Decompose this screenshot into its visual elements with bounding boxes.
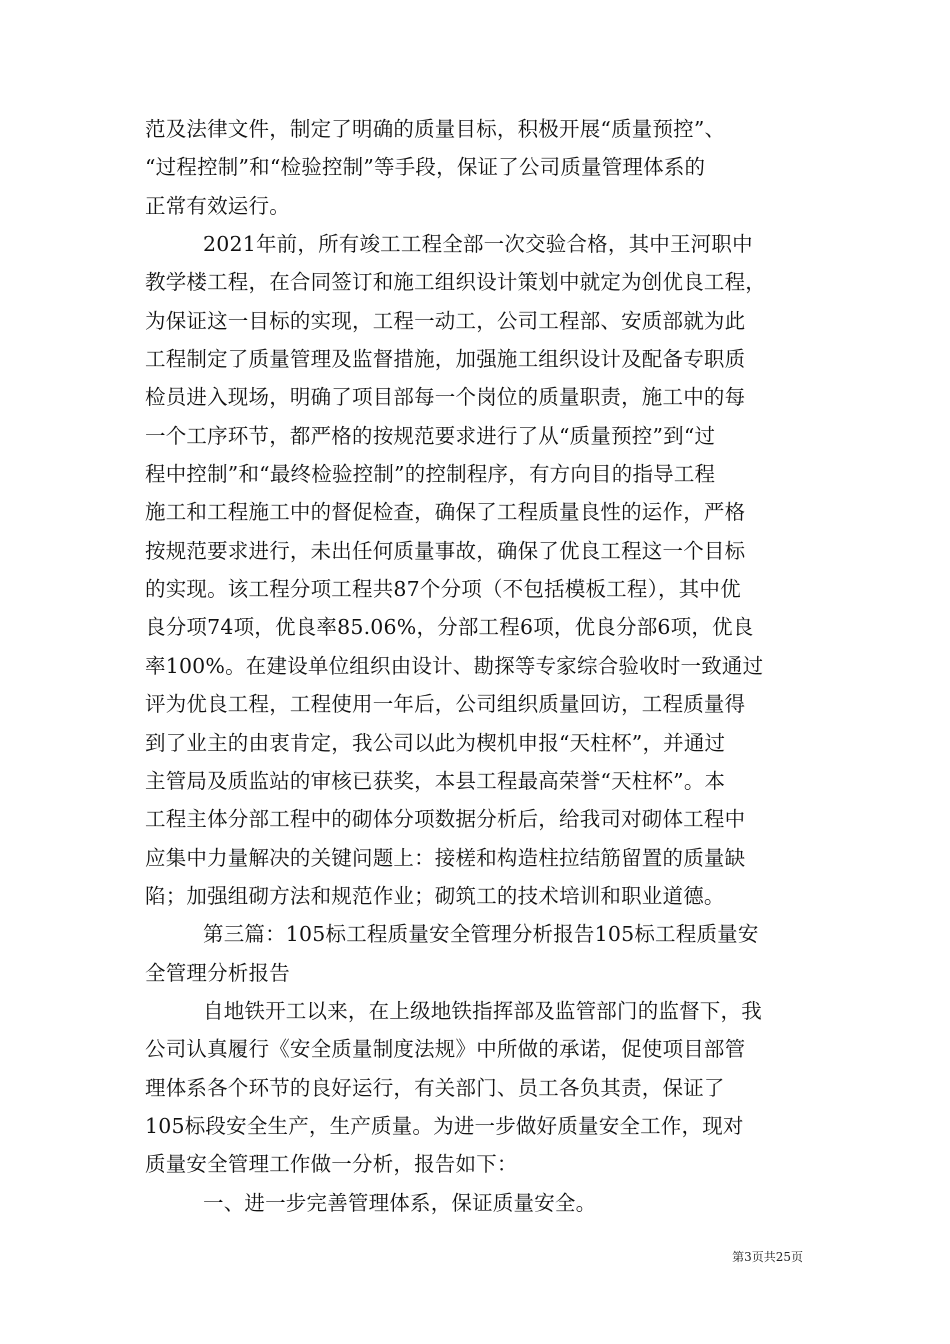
text-line: 施工和工程施工中的督促检查，确保了工程质量良性的运作，严格 bbox=[145, 500, 746, 525]
text-line: 一、进一步完善管理体系，保证质量安全。 bbox=[203, 1190, 597, 1215]
page-number: 第3页共25页 bbox=[732, 1250, 803, 1264]
text-line: 质量安全管理工作做一分析，报告如下： bbox=[145, 1152, 518, 1177]
text-line: 评为优良工程，工程使用一年后，公司组织质量回访，工程质量得 bbox=[145, 692, 746, 717]
text-line: 正常有效运行。 bbox=[145, 193, 290, 218]
text-line: “过程控制”和“检验控制”等手段，保证了公司质量管理体系的 bbox=[145, 155, 706, 180]
text-line: 教学楼工程，在合同签订和施工组织设计策划中就定为创优良工程， bbox=[145, 270, 766, 295]
text-line: 良分项74项，优良率85.06%，分部工程6项，优良分部6项，优良 bbox=[145, 615, 754, 640]
text-line: 范及法律文件，制定了明确的质量目标，积极开展“质量预控”、 bbox=[145, 117, 726, 141]
text-line: 工程主体分部工程中的砌体分项数据分析后，给我司对砌体工程中 bbox=[145, 807, 746, 832]
section-heading-line: 第三篇：105标工程质量安全管理分析报告105标工程质量安 bbox=[203, 922, 759, 947]
text-line: 检员进入现场，明确了项目部每一个岗位的质量职责，施工中的每 bbox=[145, 385, 746, 410]
text-line: 2021年前，所有竣工工程全部一次交验合格，其中王河职中 bbox=[203, 232, 753, 257]
text-line: 主管局及质监站的审核已获奖，本县工程最高荣誉“天柱杯”。本 bbox=[145, 768, 726, 793]
text-line: 按规范要求进行，未出任何质量事故，确保了优良工程这一个目标 bbox=[145, 538, 746, 563]
text-line: 陷；加强组砌方法和规范作业；砌筑工的技术培训和职业道德。 bbox=[145, 883, 725, 908]
section-heading-line: 全管理分析报告 bbox=[145, 960, 290, 985]
text-line: 工程制定了质量管理及监督措施，加强施工组织设计及配备专职质 bbox=[145, 347, 746, 372]
text-line: 到了业主的由衷肯定，我公司以此为楔机申报“天柱杯”，并通过 bbox=[145, 730, 726, 755]
text-line: 程中控制”和“最终检验控制”的控制程序，有方向目的指导工程 bbox=[145, 462, 716, 487]
text-line: 为保证这一目标的实现，工程一动工，公司工程部、安质部就为此 bbox=[145, 308, 746, 333]
text-line: 应集中力量解决的关键问题上：接槎和构造柱拉结筋留置的质量缺 bbox=[145, 845, 746, 870]
text-line: 率100%。在建设单位组织由设计、勘探等专家综合验收时一致通过 bbox=[145, 653, 764, 678]
body-text bbox=[145, 110, 810, 1222]
text-line: 自地铁开工以来，在上级地铁指挥部及监管部门的监督下，我 bbox=[203, 998, 762, 1023]
text-line: 公司认真履行《安全质量制度法规》中所做的承诺，促使项目部管 bbox=[145, 1037, 746, 1062]
text-line: 105标段安全生产，生产质量。为进一步做好质量安全工作，现对 bbox=[145, 1113, 744, 1138]
text-line: 的实现。该工程分项工程共87个分项（不包括模板工程），其中优 bbox=[145, 577, 741, 602]
text-line: 理体系各个环节的良好运行，有关部门、员工各负其责，保证了 bbox=[145, 1075, 725, 1100]
text-line: 一个工序环节，都严格的按规范要求进行了从“质量预控”到“过 bbox=[145, 423, 716, 448]
